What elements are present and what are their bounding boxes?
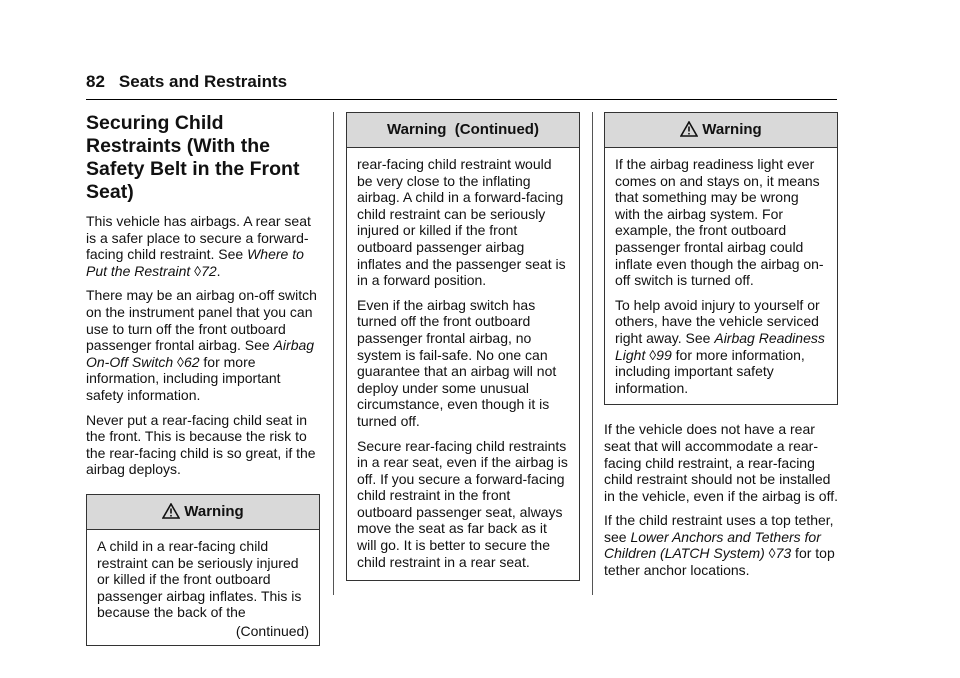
warning-triangle-icon bbox=[680, 121, 698, 137]
page-ref-icon: ◊ bbox=[177, 353, 184, 370]
paragraph: There may be an airbag on-off switch on the instrument panel that you can use to turn off the front outboard passenger frontal airbag. See Airbag On-Off Switch ◊62 for more information, including important safety information. bbox=[86, 287, 317, 403]
page-ref-icon: ◊ bbox=[194, 262, 202, 279]
running-header bbox=[86, 72, 287, 92]
warning-body bbox=[87, 530, 319, 646]
warning-text: A child in a rear-facing child restraint can be seriously injured or killed if the front outboard passenger airbag inflates. This is because the back of the bbox=[97, 537, 302, 621]
column-3 bbox=[604, 112, 838, 587]
page-ref-icon: ◊ bbox=[768, 545, 776, 562]
paragraph: This vehicle has airbags. A rear seat is a safer place to secure a forward-facing child restraint. See Where to Put the Restraint ◊72. bbox=[86, 213, 311, 279]
cross-reference-link[interactable]: Where to Put the Restraint bbox=[86, 246, 304, 279]
column-2 bbox=[346, 112, 580, 581]
column-divider bbox=[592, 112, 593, 595]
warning-header: Warning bbox=[605, 113, 837, 148]
warning-box-continued bbox=[346, 112, 580, 581]
warning-text: Secure rear-facing child restraints in a rear seat, even if the airbag is off. If you secure a forward-facing child restraint in the front outboard passenger seat, always move the seat as far back as it will go. It is better to secure the child restraint in a rear seat. bbox=[357, 437, 568, 570]
paragraph: If the child restraint uses a top tether, see Lower Anchors and Tethers for Children (LATCH System) ◊73 for top tether anchor locations. bbox=[604, 512, 835, 579]
page-ref[interactable]: 73 bbox=[775, 545, 792, 562]
page-ref[interactable]: 62 bbox=[183, 353, 200, 370]
warning-body bbox=[605, 148, 837, 404]
warning-box bbox=[604, 112, 838, 405]
page-ref[interactable]: 72 bbox=[201, 262, 217, 279]
section-title: Seats and Restraints bbox=[118, 72, 288, 91]
warning-header: Warning bbox=[87, 495, 319, 530]
cross-reference-link[interactable]: Lower Anchors and Tethers for Children (LATCH System) bbox=[604, 528, 821, 562]
page-title: Securing Child Restraints (With the Safety Belt in the Front Seat) bbox=[86, 112, 300, 203]
page-ref-icon: ◊ bbox=[649, 346, 657, 363]
continued-label: (Continued) bbox=[235, 622, 309, 639]
paragraph: Never put a rear-facing child seat in the front. This is because the risk to the rear-facing child is so great, if the airbag deploys. bbox=[86, 411, 316, 478]
column-divider bbox=[333, 112, 334, 595]
warning-text: To help avoid injury to yourself or others, have the vehicle serviced right away. See Airbag Readiness Light ◊99 for more information, including important safety information. bbox=[615, 296, 825, 396]
warning-body bbox=[347, 148, 579, 580]
warning-header: Warning (Continued) bbox=[347, 113, 579, 148]
header-rule bbox=[86, 99, 837, 100]
page-number: 82 bbox=[86, 72, 105, 91]
column-1 bbox=[86, 112, 320, 646]
warning-text: rear-facing child restraint would be very close to the inflating airbag. A child in a forward-facing child restraint can be seriously injured or killed if the front outboard passenger airbag inflates and the passenger seat is in a forward position. bbox=[357, 156, 566, 289]
warning-box bbox=[86, 494, 320, 647]
cross-reference-link[interactable]: Airbag On-Off Switch bbox=[86, 337, 315, 370]
paragraph: If the vehicle does not have a rear seat that will accommodate a rear-facing child restraint, a rear-facing child restraint should not be installed in the vehicle, even if the airbag is off. bbox=[604, 421, 838, 504]
warning-text: If the airbag readiness light ever comes on and stays on, it means that something may be wrong with the airbag system. For example, the front outboard passenger frontal airbag could inflate even though the airbag on-off switch is turned off. bbox=[615, 156, 824, 289]
warning-triangle-icon bbox=[162, 503, 180, 519]
warning-text: Even if the airbag switch has turned off the front outboard passenger frontal airbag, no system is fail-safe. No one can guarantee that an airbag will not deploy under some unusual circumstance, even though it is turned off. bbox=[357, 296, 557, 429]
page-ref[interactable]: 99 bbox=[656, 346, 672, 363]
cross-reference-link[interactable]: Airbag Readiness Light bbox=[615, 329, 825, 363]
